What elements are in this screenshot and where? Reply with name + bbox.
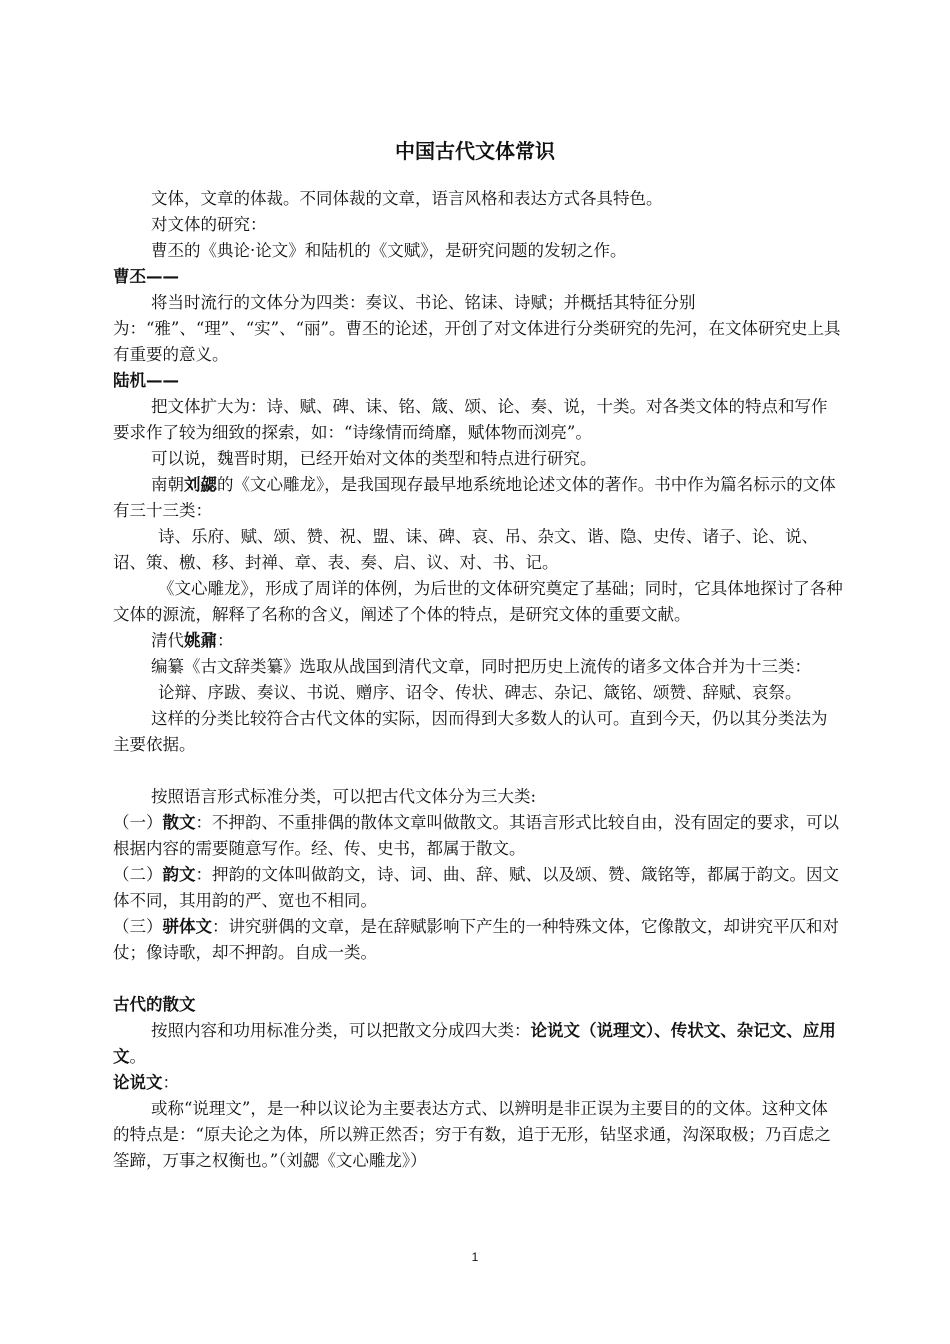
wenti-33-list: 诗、乐府、赋、颂、赞、祝、盟、诔、碑、哀、吊、杂文、谐、隐、史传、诸子、论、说、诏、策、檄、移、封禅、章、表、奏、启、议、对、书、记。	[113, 527, 818, 572]
classification-paragraph: 这样的分类比较符合古代文体的实际，因而得到大多数人的认可。直到今天，仍以其分类法为主要依据。	[113, 709, 828, 754]
liuxie-paragraph	[113, 472, 843, 524]
category-number: （三）	[113, 917, 163, 936]
liuxie-prefix: 南朝	[151, 475, 184, 494]
luji-paragraph: 把文体扩大为：诗、赋、碑、诔、铭、箴、颂、论、奏、说，十类。对各类文体的特点和写作要求作了较为细致的探索，如：“诗缘情而绮靡，赋体物而浏亮”。	[113, 397, 828, 442]
wenxin-paragraph: 《文心雕龙》，形成了周详的体例，为后世的文体研究奠定了基础；同时，它具体地探讨了各种文体的源流，解释了名称的含义，阐述了个体的特点，是研究文体的重要文献。	[113, 579, 843, 624]
liuxie-text: 的《文心雕龙》，是我国现存最早地系统地论述文体的著作。书中作为篇名标示的文体有三十三类：	[113, 475, 836, 520]
prose-categories-end: 。	[129, 1047, 146, 1066]
prose-categories-paragraph	[113, 1018, 843, 1070]
qing-heading	[113, 628, 843, 654]
lunshuo-heading	[113, 1070, 843, 1096]
prose-categories-list: 论说文（说理文）、传状文、杂记文、应用文	[113, 1021, 836, 1066]
caopi-heading: 曹丕——	[113, 267, 179, 286]
category-term: 韵文	[162, 865, 196, 884]
page-number: 1	[471, 1250, 479, 1264]
intro-paragraph: 文体，文章的体裁。不同体裁的文章，语言风格和表达方式各具特色。	[151, 189, 663, 208]
lunshuo-term: 论说文	[113, 1073, 163, 1092]
category-number: （二）	[113, 865, 163, 884]
category-number: （一）	[113, 813, 163, 832]
category-sanwen	[113, 810, 843, 862]
language-form-paragraph: 按照语言形式标准分类，可以把古代文体分为三大类:	[151, 787, 537, 806]
lunshuo-paragraph: 或称“说理文”，是一种以议论为主要表达方式、以辨明是非正误为主要目的的文体。这种文体的特点是：“原夫论之为体，所以辨正然否；穷于有数，追于无形，钻坚求通，沟深取极；乃百虑之筌蹄，万事之权衡也。”（刘勰《文心雕龙》）	[113, 1099, 831, 1170]
document-body	[113, 186, 843, 1174]
origin-paragraph: 曹丕的《典论·论文》和陆机的《文赋》，是研究问题的发轫之作。	[151, 241, 627, 260]
spacer	[113, 758, 843, 784]
lunshuo-colon: ：	[162, 1073, 179, 1092]
wenti-13-list: 论辩、序跋、奏议、书说、赠序、诏令、传状、碑志、杂记、箴铭、颂赞、辞赋、哀祭。	[158, 683, 802, 702]
caopi-paragraph: 将当时流行的文体分为四类：奏议、书论、铭诔、诗赋；并概括其特征分别为：“雅”、“理”、“实”、“丽”。曹丕的论述，开创了对文体进行分类研究的先河，在文体研究史上具有重要的意义。	[113, 293, 841, 364]
category-term: 散文	[162, 813, 196, 832]
weijin-paragraph: 可以说，魏晋时期，已经开始对文体的类型和特点进行研究。	[151, 449, 597, 468]
category-text: ：押韵的文体叫做韵文，诗、词、曲、辞、赋、以及颂、赞、箴铭等，都属于韵文。因文体不同，其用韵的严、宽也不相同。	[113, 865, 839, 910]
luji-heading: 陆机——	[113, 371, 179, 390]
guwen-paragraph: 编纂《古文辞类纂》选取从战国到清代文章，同时把历史上流传的诸多文体合并为十三类：	[151, 657, 811, 676]
category-yunwen	[113, 862, 843, 914]
category-piantiwen	[113, 914, 843, 966]
qing-colon: ：	[217, 631, 234, 650]
yaonai-name: 姚鼐	[184, 631, 217, 650]
category-text: ：不押韵、不重排偶的散体文章叫做散文。其语言形式比较自由，没有固定的要求，可以根据内容的需要随意写作。经、传、史书，都属于散文。	[113, 813, 839, 858]
qing-prefix: 清代	[151, 631, 184, 650]
prose-categories-intro: 按照内容和功用标准分类，可以把散文分成四大类：	[151, 1021, 531, 1040]
category-term: 骈体文	[162, 917, 212, 936]
research-heading: 对文体的研究：	[151, 215, 267, 234]
spacer	[113, 966, 843, 992]
liuxie-name: 刘勰	[184, 475, 217, 494]
ancient-prose-heading: 古代的散文	[113, 995, 196, 1014]
category-text: ：讲究骈偶的文章，是在辞赋影响下产生的一种特殊文体，它像散文，却讲究平仄和对仗；像诗歌，却不押韵。自成一类。	[113, 917, 839, 962]
document-title: 中国古代文体常识	[395, 139, 555, 163]
